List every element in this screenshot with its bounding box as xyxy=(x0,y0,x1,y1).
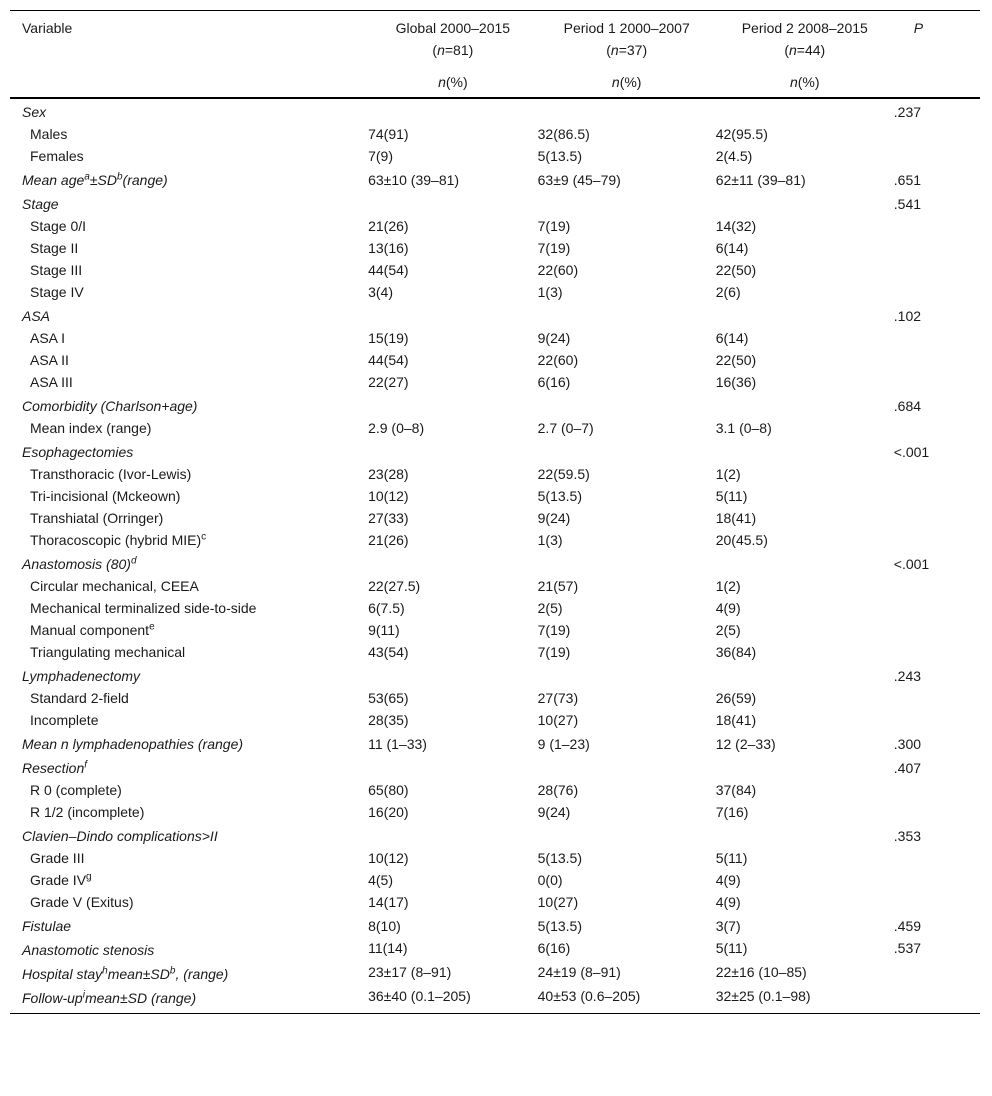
section-label: ASA xyxy=(22,308,51,324)
table-row xyxy=(10,507,980,529)
period1-value: 5(13.5) xyxy=(537,148,582,164)
period2-value: 6(14) xyxy=(715,330,749,346)
header-global-title: Global 2000–2015 xyxy=(395,20,511,36)
period1-value: 10(27) xyxy=(537,712,579,728)
period2-value: 18(41) xyxy=(715,712,757,728)
subheader-period1-npct: n(%) xyxy=(538,61,716,98)
header-period1-n-value: =37 xyxy=(618,42,643,58)
global-value: 2.9 (0–8) xyxy=(368,420,425,436)
p-value: .541 xyxy=(893,196,922,212)
section-label: Comorbidity (Charlson+age) xyxy=(22,398,198,414)
p-value: .237 xyxy=(893,104,922,120)
header-global: Global 2000–2015 (n=81) xyxy=(368,11,538,62)
table-row xyxy=(10,551,980,575)
global-value: 6(7.5) xyxy=(368,600,405,616)
table-row xyxy=(10,237,980,259)
table-row xyxy=(10,191,980,215)
table-row xyxy=(10,575,980,597)
row-label: Stage II xyxy=(30,240,79,256)
row-label: R 1/2 (incomplete) xyxy=(30,804,145,820)
row-label: Incomplete xyxy=(30,712,99,728)
table-row xyxy=(10,961,980,985)
global-value: 9(11) xyxy=(368,622,400,638)
period1-value: 7(19) xyxy=(537,240,571,256)
table-row xyxy=(10,731,980,755)
period1-value: 7(19) xyxy=(537,218,571,234)
table-row xyxy=(10,349,980,371)
period2-value: 22±16 (10–85) xyxy=(715,964,807,980)
header-global-n-label: n xyxy=(437,42,445,58)
subheader-row xyxy=(10,61,980,98)
p-value: .459 xyxy=(893,918,922,934)
table-row xyxy=(10,167,980,191)
row-label: Triangulating mechanical xyxy=(30,644,186,660)
period2-value: 6(14) xyxy=(715,240,749,256)
row-label: Manual component$^e$ xyxy=(30,621,155,638)
global-value: 44(54) xyxy=(368,262,409,278)
period2-value: 1(2) xyxy=(715,466,741,482)
table-row xyxy=(10,327,980,349)
period1-value: 9(24) xyxy=(537,510,571,526)
global-value: 8(10) xyxy=(368,918,401,934)
period1-value: 1(3) xyxy=(537,532,563,548)
global-value: 10(12) xyxy=(368,850,409,866)
period1-value: 22(60) xyxy=(537,262,579,278)
global-value: 23(28) xyxy=(368,466,409,482)
table-row xyxy=(10,937,980,961)
section-label: Follow-$up^imean\pm SD$ (range) xyxy=(10,985,368,1014)
p-value: <.001 xyxy=(893,444,930,460)
period2-value: 14(32) xyxy=(715,218,757,234)
p-value: .102 xyxy=(893,308,922,324)
global-value: 53(65) xyxy=(368,690,409,706)
global-value: 21(26) xyxy=(368,218,409,234)
table-row xyxy=(10,869,980,891)
period1-value: 0(0) xyxy=(537,872,563,888)
table-row xyxy=(10,371,980,393)
table-row xyxy=(10,779,980,801)
header-period1-title: Period 1 2000–2007 xyxy=(563,20,690,36)
period2-value: 5(11) xyxy=(715,940,748,956)
section-label: Clavien–Dindo complications>II xyxy=(22,828,218,844)
header-variable: Variable xyxy=(10,11,368,62)
period1-value: 6(16) xyxy=(537,374,571,390)
table-row xyxy=(10,663,980,687)
header-row xyxy=(10,11,980,62)
global-value: 16(20) xyxy=(368,804,409,820)
global-value: 23±17 (8–91) xyxy=(368,964,452,980)
table-row xyxy=(10,529,980,551)
period1-value: 5(13.5) xyxy=(537,918,582,934)
header-period2-n-label: n xyxy=(788,42,797,58)
row-label: Grade III xyxy=(30,850,85,866)
header-p: P xyxy=(894,11,980,62)
row-label: Standard 2-field xyxy=(30,690,129,706)
table-row xyxy=(10,393,980,417)
row-label: ASA I xyxy=(30,330,66,346)
global-value: 14(17) xyxy=(368,894,409,910)
row-label: Males xyxy=(30,126,68,142)
period2-value: 16(36) xyxy=(715,374,757,390)
global-value: 11 (1–33) xyxy=(368,736,427,752)
table-row xyxy=(10,417,980,439)
section-label: Mean n lymphadenopathies (range) xyxy=(22,736,244,752)
p-value: .407 xyxy=(893,760,922,776)
period1-value: 32(86.5) xyxy=(537,126,590,142)
row-label: Transthoracic (Ivor-Lewis) xyxy=(30,466,192,482)
global-value: 15(19) xyxy=(368,330,409,346)
row-label: Thoracoscopic (hybrid MIE)$^c$ xyxy=(30,531,207,548)
global-value: 44(54) xyxy=(368,352,409,368)
global-value: 43(54) xyxy=(368,644,409,660)
period1-value: 27(73) xyxy=(537,690,579,706)
table-row xyxy=(10,801,980,823)
section-label: Sex xyxy=(22,104,47,120)
section-label: Fistulae xyxy=(22,918,72,934)
period1-value: 40±53 (0.6–205) xyxy=(538,985,716,1014)
table-row xyxy=(10,619,980,641)
period2-value: 1(2) xyxy=(715,578,741,594)
period1-value: 21(57) xyxy=(537,578,579,594)
table-row xyxy=(10,709,980,731)
global-value: 11(14) xyxy=(368,940,408,956)
table-row xyxy=(10,823,980,847)
row-label: Stage III xyxy=(30,262,83,278)
period2-value: 36(84) xyxy=(715,644,757,660)
global-value: 36±40 (0.1–205) xyxy=(368,985,538,1014)
table-row xyxy=(10,597,980,619)
period1-value: 5(13.5) xyxy=(537,850,582,866)
period2-value: 4(9) xyxy=(715,894,741,910)
section-label: Lymphadenectomy xyxy=(22,668,141,684)
table-row xyxy=(10,687,980,709)
row-label: Stage 0/I xyxy=(30,218,87,234)
subheader-period2-npct: n(%) xyxy=(716,61,894,98)
row-label: Grade $IV^g$ xyxy=(30,871,92,888)
period1-value: 9(24) xyxy=(537,330,571,346)
section-label: Esophagectomies xyxy=(22,444,134,460)
header-period2-title: Period 2 2008–2015 xyxy=(741,20,868,36)
table-row xyxy=(10,463,980,485)
global-value: 74(91) xyxy=(368,126,409,142)
global-value: 22(27.5) xyxy=(368,578,421,594)
period1-value: 6(16) xyxy=(537,940,571,956)
table-row xyxy=(10,641,980,663)
table-row xyxy=(10,891,980,913)
period1-value: 7(19) xyxy=(537,644,571,660)
table-row xyxy=(10,485,980,507)
table-row xyxy=(10,755,980,779)
table-row xyxy=(10,913,980,937)
p-value: .300 xyxy=(893,736,922,752)
global-value: 7(9) xyxy=(368,148,393,164)
period2-value: 12 (2–33) xyxy=(715,736,776,752)
period2-value: 62±11 (39–81) xyxy=(715,172,806,188)
period1-value: 63±9 (45–79) xyxy=(537,172,621,188)
period2-value: 20(45.5) xyxy=(715,532,768,548)
period2-value: 37(84) xyxy=(715,782,757,798)
table-row xyxy=(10,303,980,327)
section-label: Hospital $stay^hmean\pm SD^b$, (range) xyxy=(22,965,229,982)
global-value: 10(12) xyxy=(368,488,409,504)
header-period2-n-value: =44 xyxy=(796,42,821,58)
period1-value: 1(3) xyxy=(537,284,563,300)
row-label: R 0 (complete) xyxy=(30,782,122,798)
period2-value: 22(50) xyxy=(715,262,757,278)
p-value: .684 xyxy=(893,398,922,414)
section-label: Anastomosis $(80)^d$ xyxy=(22,555,137,572)
period1-value: 2.7 (0–7) xyxy=(537,420,594,436)
section-label: Mean $age^a\pm SD^b(range)$ xyxy=(22,171,168,188)
p-value: <.001 xyxy=(893,556,930,572)
header-period1-n-label: n xyxy=(610,42,619,58)
period1-value: 5(13.5) xyxy=(537,488,582,504)
row-label: Females xyxy=(30,148,84,164)
period2-value: 2(4.5) xyxy=(715,148,753,164)
global-value: 3(4) xyxy=(368,284,393,300)
table-row xyxy=(10,98,980,123)
row-label: Stage IV xyxy=(30,284,84,300)
header-period2: Period 2 2008–2015 (n=44) xyxy=(716,11,894,62)
data-table xyxy=(10,10,980,1014)
table-row xyxy=(10,985,980,1014)
global-value: 21(26) xyxy=(368,532,409,548)
global-value: 65(80) xyxy=(368,782,409,798)
period1-value: 10(27) xyxy=(537,894,579,910)
period1-value: 2(5) xyxy=(537,600,563,616)
period2-value: 22(50) xyxy=(715,352,757,368)
period1-value: 9 (1–23) xyxy=(537,736,590,752)
period1-value: 22(59.5) xyxy=(537,466,590,482)
period2-value: 4(9) xyxy=(715,600,741,616)
period2-value: 26(59) xyxy=(715,690,757,706)
row-label: Mechanical terminalized side-to-side xyxy=(30,600,257,616)
global-value: 28(35) xyxy=(368,712,409,728)
period2-value: 42(95.5) xyxy=(715,126,768,142)
period2-value: 18(41) xyxy=(715,510,757,526)
global-value: 22(27) xyxy=(368,374,409,390)
period2-value: 5(11) xyxy=(715,850,748,866)
period2-value: 3(7) xyxy=(715,918,741,934)
header-global-n-value: =81 xyxy=(444,42,469,58)
global-value: 63±10 (39–81) xyxy=(368,172,460,188)
table-row xyxy=(10,215,980,237)
subheader-global-npct: n(%) xyxy=(368,61,538,98)
period2-value: 32±25 (0.1–98) xyxy=(716,985,894,1014)
period1-value: 9(24) xyxy=(537,804,571,820)
table-row xyxy=(10,439,980,463)
table-row xyxy=(10,145,980,167)
global-value: 4(5) xyxy=(368,872,393,888)
table-row xyxy=(10,847,980,869)
row-label: ASA II xyxy=(30,352,69,368)
period2-value: 2(5) xyxy=(715,622,741,638)
p-value: .243 xyxy=(893,668,922,684)
row-label: Grade V (Exitus) xyxy=(30,894,134,910)
row-label: Mean index (range) xyxy=(30,420,152,436)
row-label: Tri-incisional (Mckeown) xyxy=(30,488,181,504)
period1-value: 7(19) xyxy=(537,622,571,638)
row-label: Circular mechanical, CEEA xyxy=(30,578,199,594)
row-label: Transhiatal (Orringer) xyxy=(30,510,164,526)
period1-value: 28(76) xyxy=(537,782,579,798)
section-label: Stage xyxy=(22,196,59,212)
table-row xyxy=(10,281,980,303)
table-row xyxy=(10,259,980,281)
period1-value: 22(60) xyxy=(537,352,579,368)
period2-value: 3.1 (0–8) xyxy=(715,420,772,436)
row-label: ASA III xyxy=(30,374,73,390)
section-label: Resection$^f$ xyxy=(22,759,88,776)
global-value: 13(16) xyxy=(368,240,409,256)
table-row xyxy=(10,123,980,145)
p-value: .537 xyxy=(893,940,922,956)
period2-value: 2(6) xyxy=(715,284,741,300)
period1-value: 24±19 (8–91) xyxy=(537,964,621,980)
global-value: 27(33) xyxy=(368,510,409,526)
p-value: .651 xyxy=(893,172,922,188)
section-label: Anastomotic stenosis xyxy=(22,942,155,958)
p-value: .353 xyxy=(893,828,922,844)
period2-value: 7(16) xyxy=(715,804,749,820)
period2-value: 4(9) xyxy=(715,872,741,888)
period2-value: 5(11) xyxy=(715,488,748,504)
header-period1: Period 1 2000–2007 (n=37) xyxy=(538,11,716,62)
